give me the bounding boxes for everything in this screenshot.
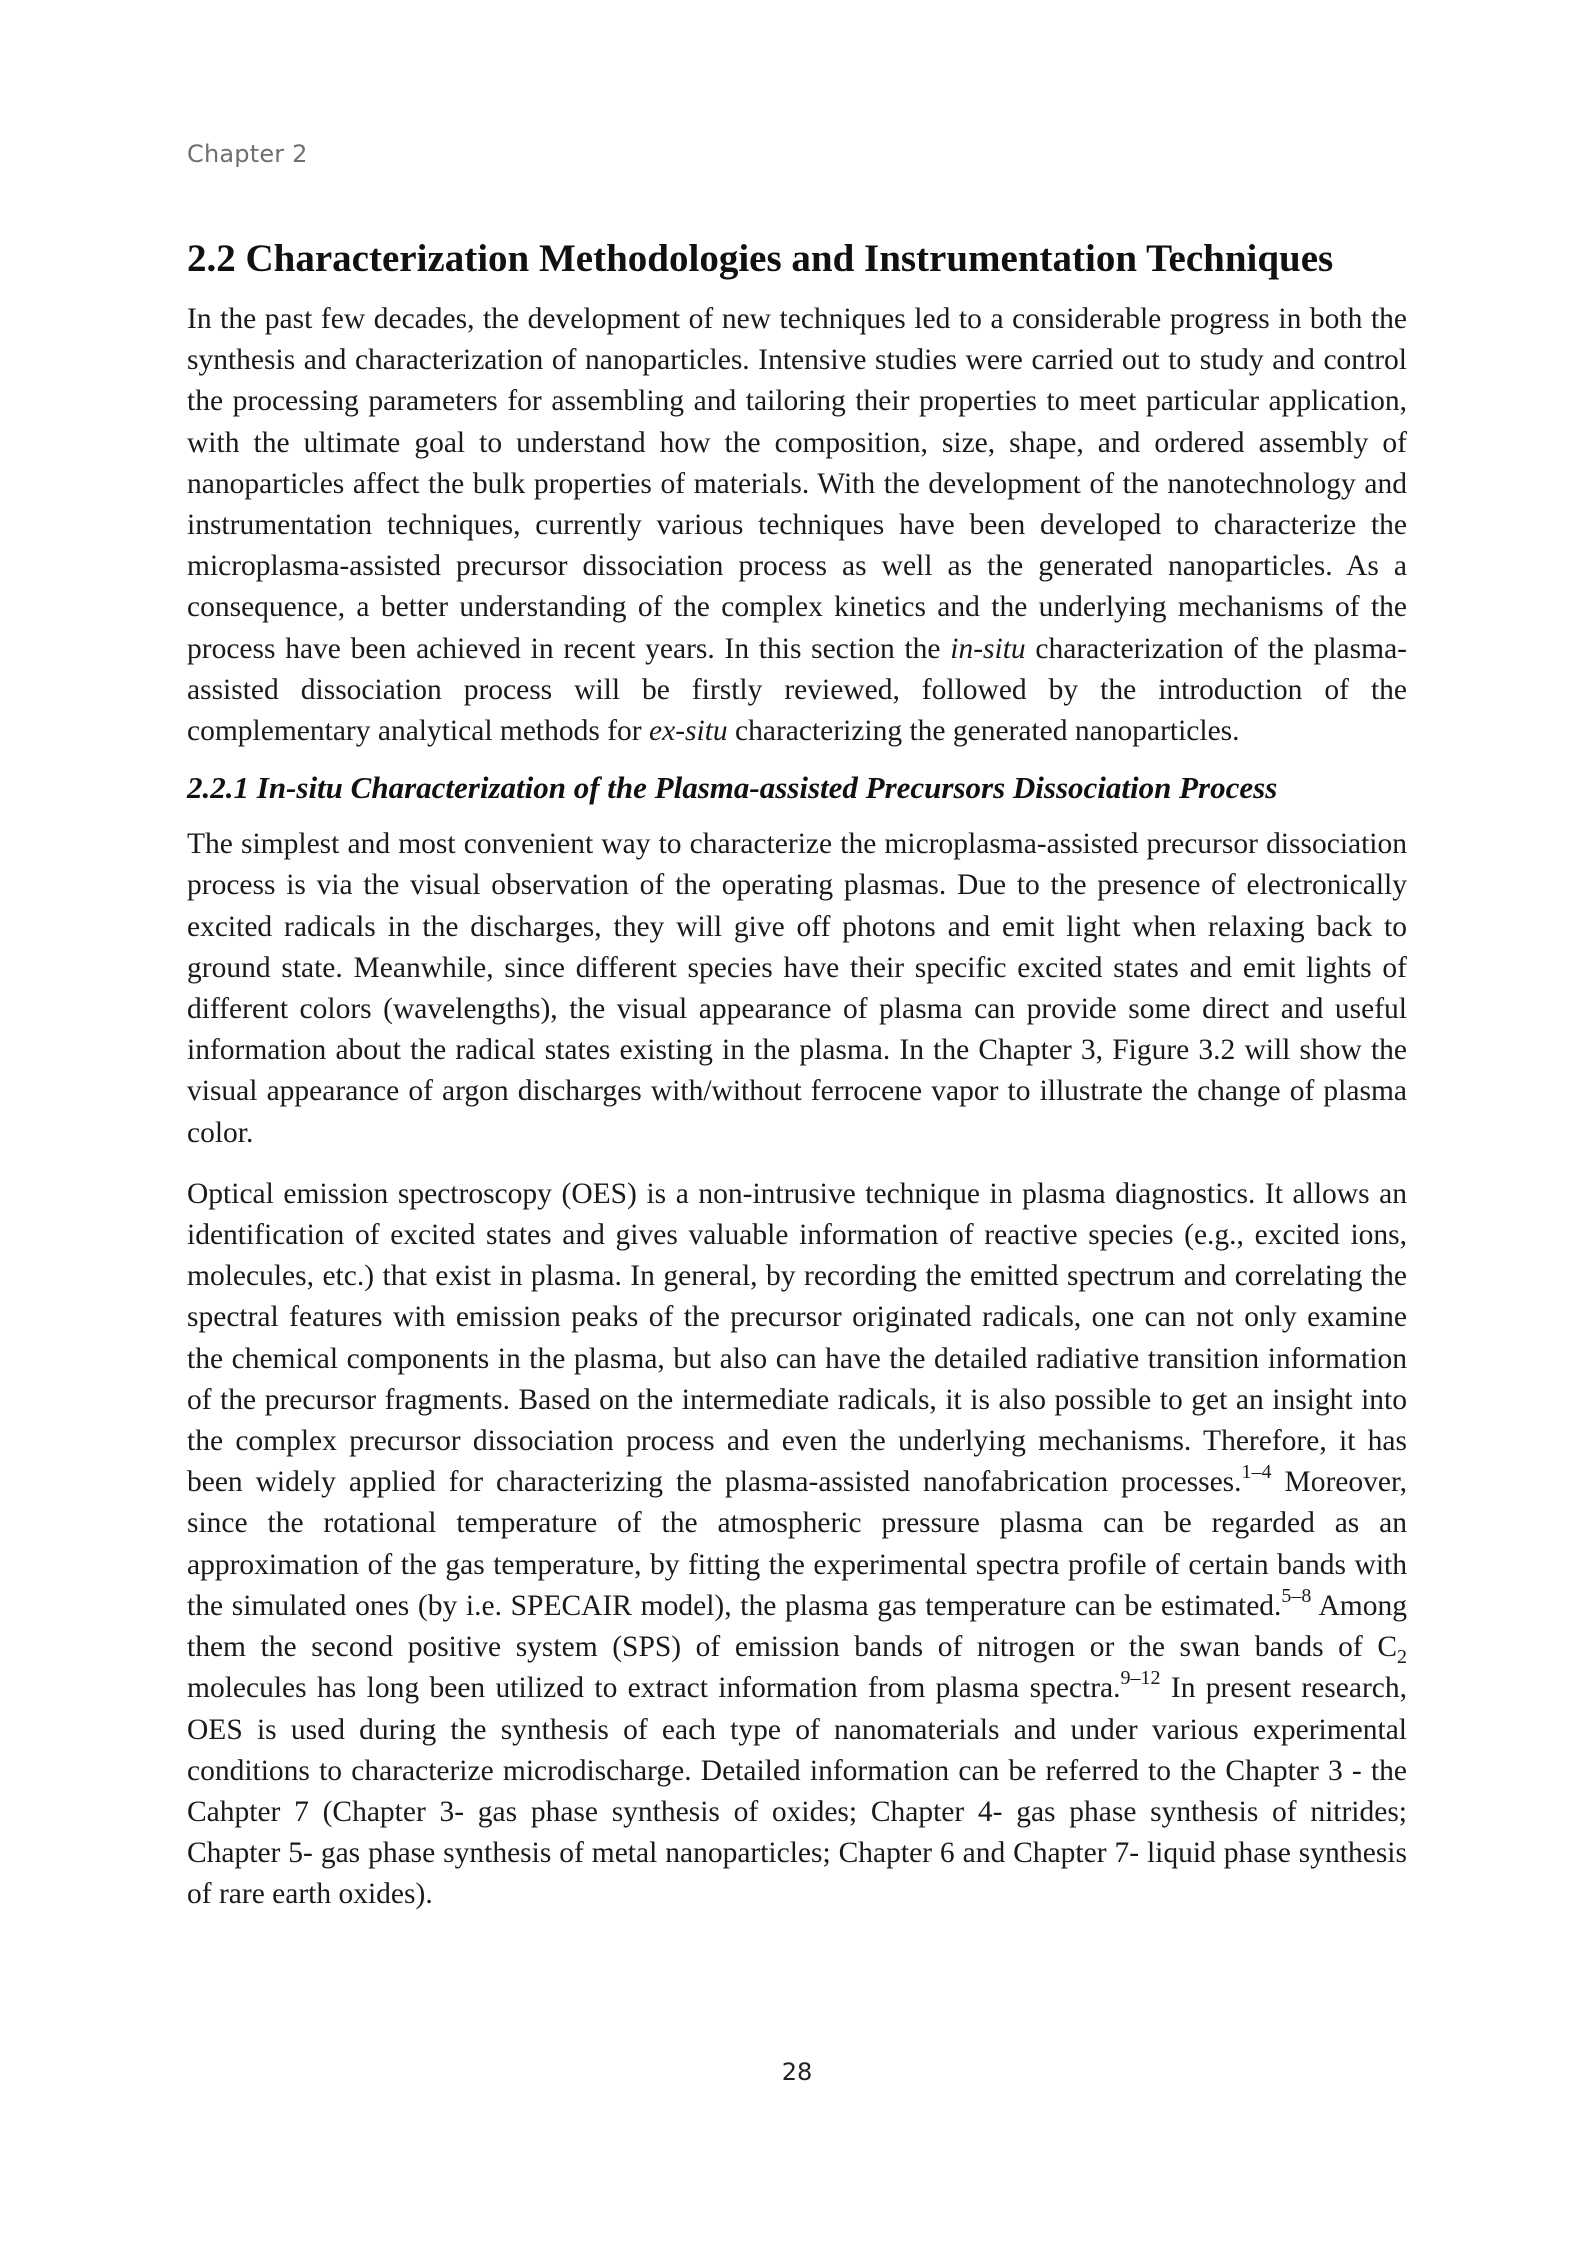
citation-superscript: 9–12 [1120, 1667, 1161, 1690]
page-content [187, 233, 1407, 1916]
paragraph-intro-text-1: In the past few decades, the development of new techniques led to a considerable progress in both the synthesis and characterization of nanoparticles. Intensive studies were carried out to study and control the processing parameters for assembling and tailoring their properties to meet particular application, with the ultimate goal to understand how the composition, size, shape, and ordered assembly of nanoparticles affect the bulk properties of materials. With the development of the nanotechnology and instrumentation techniques, currently various techniques have been developed to characterize the microplasma-assisted precursor dissociation process as well as the generated nanoparticles. As a consequence, a better understanding of the complex kinetics and the underlying mechanisms of the process have been achieved in recent years. In this section the [187, 303, 1407, 665]
paragraph-intro-text-3: characterizing the generated nanoparticles. [727, 715, 1240, 748]
running-header: Chapter 2 [187, 140, 308, 168]
citation-superscript: 1–4 [1241, 1461, 1272, 1484]
paragraph-intro-text-2: characterization of the plasma-assisted dissociation process will be firstly reviewed, followed by the introduction of the complementary analytical methods for [187, 632, 1407, 748]
paragraph-oes-text-2: Moreover, since the rotational temperature of the atmospheric pressure plasma can be regarded as an approximation of the gas temperature, by fitting the experimental spectra profile of certain bands with the simulated ones (by i.e. SPECAIR model), the plasma gas temperature can be estimated. [187, 1466, 1407, 1622]
paragraph-oes [187, 1174, 1407, 1916]
subsection-heading: 2.2.1 In-situ Characterization of the Plasma-assisted Precursors Dissociation Process [187, 770, 1278, 806]
citation-superscript: 5–8 [1281, 1585, 1312, 1608]
chemical-subscript: 2 [1397, 1645, 1407, 1668]
in-situ-term: in-situ [950, 632, 1026, 665]
paragraph-oes-text-4: molecules has long been utilized to extract information from plasma spectra. [187, 1672, 1121, 1705]
paragraph-spacer [187, 1154, 1407, 1174]
paragraph-intro [187, 299, 1407, 752]
paragraph-oes-text-1: Optical emission spectroscopy (OES) is a non-intrusive technique in plasma diagnostics. It allows an identification of excited states and gives valuable information of reactive species (e.g., excited ions, molecules, etc.) that exist in plasma. In general, by recording the emitted spectrum and correlating the spectral features with emission peaks of the precursor originated radicals, one can not only examine the chemical components in the plasma, but also can have the detailed radiative transition information of the precursor fragments. Based on the intermediate radicals, it is also possible to get an insight into the complex precursor dissociation process and even the underlying mechanisms. Therefore, it has been widely applied for characterizing the plasma-assisted nanofabrication processes. [187, 1177, 1407, 1499]
paragraph-oes-text-3: Among them the second positive system (SPS) of emission bands of nitrogen or the swan bands of C [187, 1589, 1407, 1664]
page-number: 28 [781, 2058, 813, 2086]
paragraph-visual-observation: The simplest and most convenient way to characterize the microplasma-assisted precursor dissociation process is via the visual observation of the operating plasmas. Due to the presence of electronically excited radicals in the discharges, they will give off photons and emit light when relaxing back to ground state. Meanwhile, since different species have their specific excited states and emit lights of different colors (wavelengths), the visual appearance of plasma can provide some direct and useful information about the radical states existing in the plasma. In the Chapter 3, Figure 3.2 will show the visual appearance of argon discharges with/without ferrocene vapor to illustrate the change of plasma color. [187, 828, 1407, 1149]
ex-situ-term: ex-situ [649, 715, 728, 748]
paragraph-oes-text-5: In present research, OES is used during the synthesis of each type of nanomaterials and under various experimental conditions to characterize microdischarge. Detailed information can be referred to the Chapter 3 - the Cahpter 7 (Chapter 3- gas phase synthesis of oxides; Chapter 4- gas phase synthesis of nitrides; Chapter 5- gas phase synthesis of metal nanoparticles; Chapter 6 and Chapter 7- liquid phase synthesis of rare earth oxides). [187, 1672, 1407, 1911]
section-heading: 2.2 Characterization Methodologies and Instrumentation Techniques [187, 237, 1334, 280]
